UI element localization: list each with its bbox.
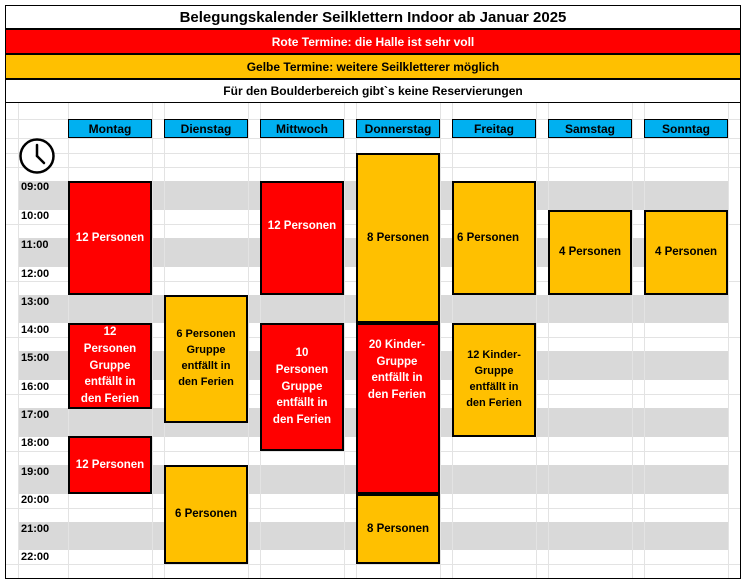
time-label: 14:00 (21, 324, 50, 336)
day-header-friday: Freitag (452, 119, 536, 138)
time-label: 17:00 (21, 409, 50, 421)
booking-sunday-1[interactable]: 4 Personen (644, 210, 728, 295)
red-legend: Rote Termine: die Halle ist sehr voll (5, 29, 741, 54)
time-label: 21:00 (21, 523, 50, 535)
boulder-note: Für den Boulderbereich gibt`s keine Reservierungen (5, 79, 741, 103)
time-label: 18:00 (21, 437, 50, 449)
day-header-monday: Montag (68, 119, 152, 138)
time-label: 19:00 (21, 466, 50, 478)
time-label: 12:00 (21, 268, 50, 280)
time-label: 13:00 (21, 296, 50, 308)
booking-wednesday-2[interactable]: 10 Personen Gruppe entfällt in den Ferien (260, 323, 344, 451)
booking-monday-2[interactable]: 12 Personen Gruppe entfällt in den Ferien (68, 323, 152, 409)
booking-monday-3[interactable]: 12 Personen (68, 436, 152, 494)
day-header-sunday: Sonntag (644, 119, 728, 138)
time-label: 22:00 (21, 551, 50, 563)
booking-wednesday-1[interactable]: 12 Personen (260, 181, 344, 295)
clock-icon (18, 137, 56, 175)
booking-tuesday-1[interactable]: 6 Personen Gruppe entfällt in den Ferien (164, 295, 248, 423)
time-label: 10:00 (21, 210, 50, 222)
booking-thursday-2[interactable]: 20 Kinder-Gruppe entfällt in den Ferien (356, 323, 440, 494)
booking-monday-1[interactable]: 12 Personen (68, 181, 152, 295)
page-title: Belegungskalender Seilklettern Indoor ab Januar 2025 (5, 5, 741, 29)
booking-friday-1[interactable]: 6 Personen (452, 181, 536, 295)
booking-saturday-1[interactable]: 4 Personen (548, 210, 632, 295)
yellow-legend: Gelbe Termine: weitere Seilkletterer möglich (5, 54, 741, 79)
day-header-tuesday: Dienstag (164, 119, 248, 138)
day-header-wednesday: Mittwoch (260, 119, 344, 138)
booking-thursday-3[interactable]: 8 Personen (356, 494, 440, 564)
booking-tuesday-2[interactable]: 6 Personen (164, 465, 248, 564)
time-label: 09:00 (21, 181, 50, 193)
day-header-thursday: Donnerstag (356, 119, 440, 138)
day-header-saturday: Samstag (548, 119, 632, 138)
booking-thursday-1[interactable]: 8 Personen (356, 153, 440, 323)
booking-friday-2[interactable]: 12 Kinder-Gruppe entfällt in den Ferien (452, 323, 536, 437)
time-label: 16:00 (21, 381, 50, 393)
time-label: 11:00 (21, 239, 49, 251)
time-label: 20:00 (21, 494, 50, 506)
time-label: 15:00 (21, 352, 50, 364)
